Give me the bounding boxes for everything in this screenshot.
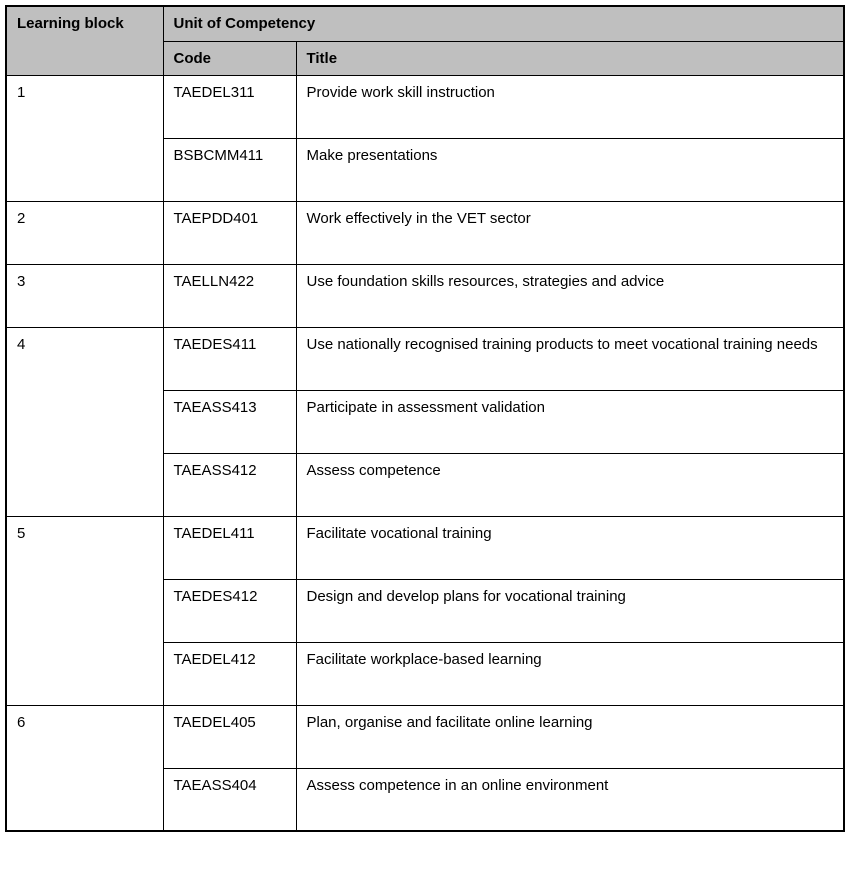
unit-title-cell: Assess competence: [296, 453, 844, 516]
learning-block-cell: 6: [6, 705, 163, 831]
table-row: [6, 327, 844, 390]
unit-code-cell: BSBCMM411: [163, 138, 296, 201]
unit-title-cell: Use nationally recognised training products to meet vocational training needs: [296, 327, 844, 390]
unit-title-cell: Plan, organise and facilitate online learning: [296, 705, 844, 768]
unit-code-cell: TAEDEL411: [163, 516, 296, 579]
learning-block-cell: 3: [6, 264, 163, 327]
unit-of-competency-header: Unit of Competency: [163, 6, 844, 41]
table-row: [6, 516, 844, 579]
unit-title-cell: Design and develop plans for vocational training: [296, 579, 844, 642]
code-header: Code: [163, 41, 296, 75]
unit-title-cell: Participate in assessment validation: [296, 390, 844, 453]
unit-code-cell: TAELLN422: [163, 264, 296, 327]
unit-code-cell: TAEASS404: [163, 768, 296, 831]
competency-table: [5, 5, 845, 832]
unit-code-cell: TAEPDD401: [163, 201, 296, 264]
table-header: [6, 6, 844, 75]
table-body: [6, 75, 844, 831]
learning-block-cell: 4: [6, 327, 163, 516]
unit-code-cell: TAEASS413: [163, 390, 296, 453]
unit-title-cell: Use foundation skills resources, strategies and advice: [296, 264, 844, 327]
learning-block-cell: 5: [6, 516, 163, 705]
unit-code-cell: TAEASS412: [163, 453, 296, 516]
unit-title-cell: Provide work skill instruction: [296, 75, 844, 138]
table-row: [6, 201, 844, 264]
unit-title-cell: Facilitate workplace-based learning: [296, 642, 844, 705]
unit-code-cell: TAEDEL311: [163, 75, 296, 138]
table-row: [6, 75, 844, 138]
unit-title-cell: Make presentations: [296, 138, 844, 201]
learning-block-cell: 2: [6, 201, 163, 264]
title-header: Title: [296, 41, 844, 75]
unit-code-cell: TAEDEL412: [163, 642, 296, 705]
unit-title-cell: Work effectively in the VET sector: [296, 201, 844, 264]
unit-title-cell: Facilitate vocational training: [296, 516, 844, 579]
unit-code-cell: TAEDES412: [163, 579, 296, 642]
learning-block-cell: 1: [6, 75, 163, 201]
header-row-1: [6, 6, 844, 41]
learning-block-header: Learning block: [6, 6, 163, 75]
unit-code-cell: TAEDEL405: [163, 705, 296, 768]
table-row: [6, 705, 844, 768]
table-row: [6, 264, 844, 327]
unit-title-cell: Assess competence in an online environment: [296, 768, 844, 831]
unit-code-cell: TAEDES411: [163, 327, 296, 390]
